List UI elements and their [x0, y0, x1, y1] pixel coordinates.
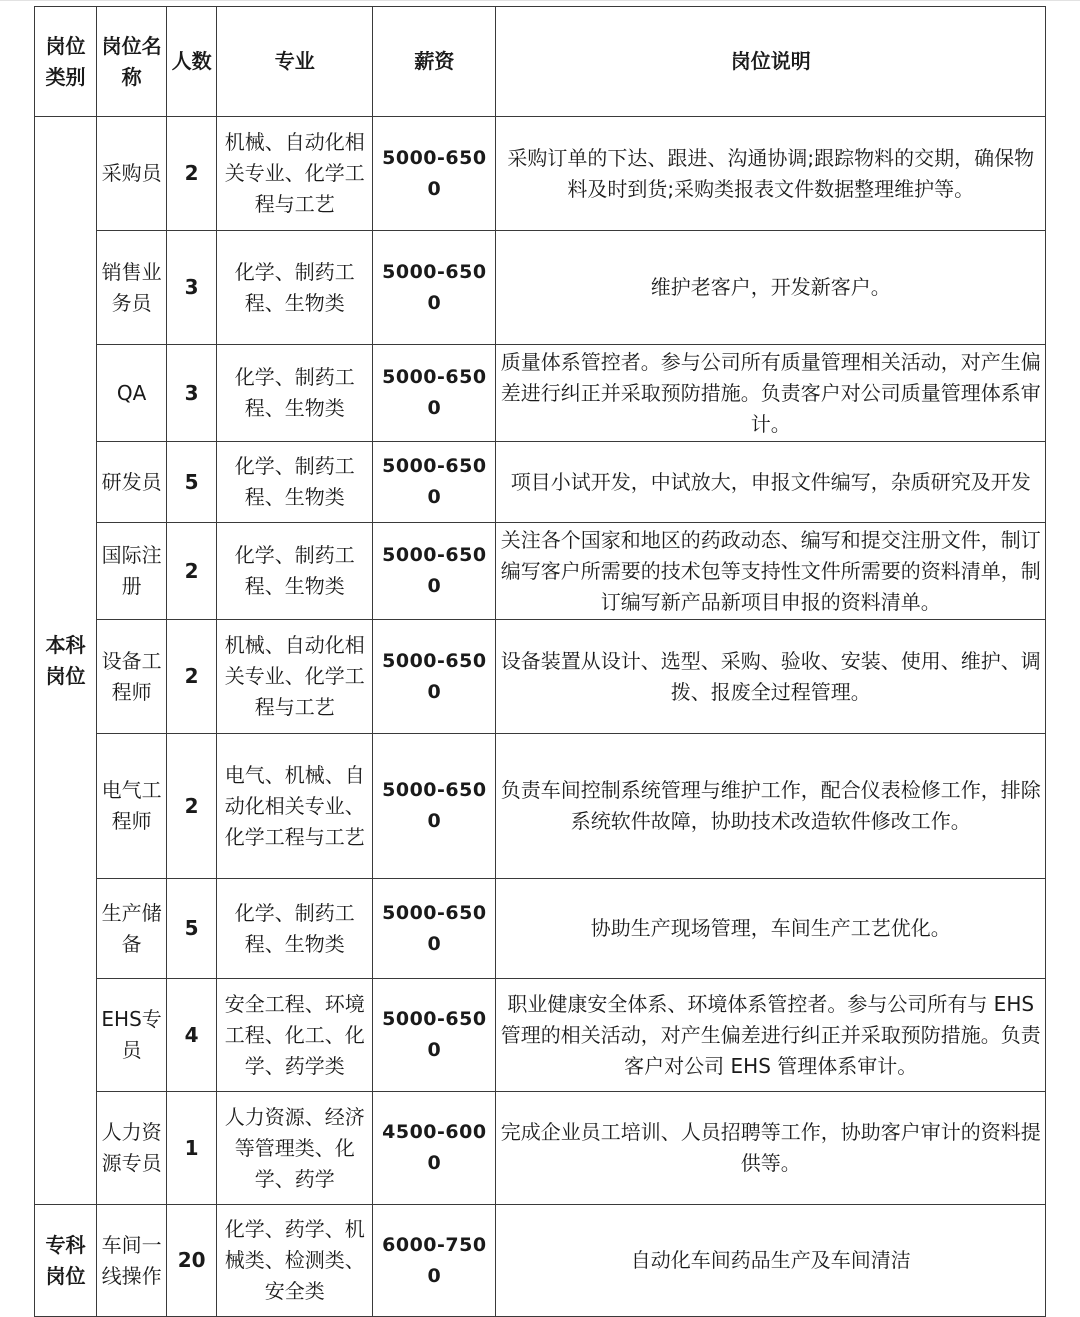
count-cell: 2: [167, 117, 217, 231]
salary-cell: 5000-6500: [373, 442, 496, 523]
table-row: [35, 231, 1046, 345]
major-cell: 机械、自动化相关专业、化学工程与工艺: [217, 620, 373, 734]
major-cell: 化学、制药工程、生物类: [217, 345, 373, 442]
description-cell: 完成企业员工培训、人员招聘等工作，协助客户审计的资料提供等。: [496, 1092, 1046, 1205]
header-description: 岗位说明: [496, 7, 1046, 117]
salary-cell: 5000-6500: [373, 117, 496, 231]
table-row: [35, 1205, 1046, 1317]
description-cell: 维护老客户，开发新客户。: [496, 231, 1046, 345]
count-cell: 5: [167, 442, 217, 523]
major-cell: 化学、药学、机械类、检测类、安全类: [217, 1205, 373, 1317]
salary-cell: 5000-6500: [373, 523, 496, 620]
count-cell: 20: [167, 1205, 217, 1317]
major-cell: 电气、机械、自动化相关专业、化学工程与工艺: [217, 734, 373, 879]
salary-cell: 5000-6500: [373, 879, 496, 979]
description-cell: 负责车间控制系统管理与维护工作，配合仪表检修工作，排除系统软件故障，协助技术改造软件修改工作。: [496, 734, 1046, 879]
count-cell: 5: [167, 879, 217, 979]
description-cell: 项目小试开发，中试放大，申报文件编写，杂质研究及开发: [496, 442, 1046, 523]
salary-cell: 5000-6500: [373, 231, 496, 345]
major-cell: 化学、制药工程、生物类: [217, 231, 373, 345]
count-cell: 2: [167, 620, 217, 734]
count-cell: 3: [167, 231, 217, 345]
major-cell: 化学、制药工程、生物类: [217, 523, 373, 620]
position-cell: 人力资源专员: [97, 1092, 167, 1205]
position-cell: 采购员: [97, 117, 167, 231]
count-cell: 1: [167, 1092, 217, 1205]
top-divider: [0, 0, 1080, 1]
table-row: [35, 620, 1046, 734]
count-cell: 3: [167, 345, 217, 442]
table-header-row: [35, 7, 1046, 117]
salary-cell: 5000-6500: [373, 620, 496, 734]
table-body: [35, 117, 1046, 1317]
description-cell: 关注各个国家和地区的药政动态、编写和提交注册文件，制订编写客户所需要的技术包等支持性文件所需要的资料清单，制订编写新产品新项目申报的资料清单。: [496, 523, 1046, 620]
table-row: [35, 442, 1046, 523]
salary-cell: 6000-7500: [373, 1205, 496, 1317]
header-count: 人数: [167, 7, 217, 117]
header-major: 专业: [217, 7, 373, 117]
salary-cell: 5000-6500: [373, 734, 496, 879]
table-row: [35, 1092, 1046, 1205]
job-openings-table: [34, 6, 1046, 1317]
table-row: [35, 879, 1046, 979]
major-cell: 机械、自动化相关专业、化学工程与工艺: [217, 117, 373, 231]
description-cell: 职业健康安全体系、环境体系管控者。参与公司所有与 EHS 管理的相关活动，对产生偏差进行纠正并采取预防措施。负责客户对公司 EHS 管理体系审计。: [496, 979, 1046, 1092]
table-row: [35, 117, 1046, 231]
position-cell: 车间一线操作: [97, 1205, 167, 1317]
category-cell: 专科岗位: [35, 1205, 97, 1317]
position-cell: 电气工程师: [97, 734, 167, 879]
count-cell: 2: [167, 734, 217, 879]
description-cell: 质量体系管控者。参与公司所有质量管理相关活动，对产生偏差进行纠正并采取预防措施。负责客户对公司质量管理体系审计。: [496, 345, 1046, 442]
header-category: 岗位类别: [35, 7, 97, 117]
position-cell: 设备工程师: [97, 620, 167, 734]
count-cell: 2: [167, 523, 217, 620]
table-row: [35, 345, 1046, 442]
major-cell: 人力资源、经济等管理类、化学、药学: [217, 1092, 373, 1205]
job-table-container: [34, 6, 1046, 1317]
description-cell: 设备装置从设计、选型、采购、验收、安装、使用、维护、调拨、报废全过程管理。: [496, 620, 1046, 734]
position-cell: EHS专员: [97, 979, 167, 1092]
major-cell: 安全工程、环境工程、化工、化学、药学类: [217, 979, 373, 1092]
table-row: [35, 523, 1046, 620]
header-salary: 薪资: [373, 7, 496, 117]
description-cell: 协助生产现场管理，车间生产工艺优化。: [496, 879, 1046, 979]
salary-cell: 5000-6500: [373, 979, 496, 1092]
major-cell: 化学、制药工程、生物类: [217, 442, 373, 523]
position-cell: 生产储备: [97, 879, 167, 979]
description-cell: 自动化车间药品生产及车间清洁: [496, 1205, 1046, 1317]
position-cell: 国际注册: [97, 523, 167, 620]
table-row: [35, 734, 1046, 879]
position-cell: 销售业务员: [97, 231, 167, 345]
description-cell: 采购订单的下达、跟进、沟通协调;跟踪物料的交期，确保物料及时到货;采购类报表文件数据整理维护等。: [496, 117, 1046, 231]
header-position: 岗位名称: [97, 7, 167, 117]
salary-cell: 5000-6500: [373, 345, 496, 442]
category-cell: 本科岗位: [35, 117, 97, 1205]
position-cell: QA: [97, 345, 167, 442]
major-cell: 化学、制药工程、生物类: [217, 879, 373, 979]
position-cell: 研发员: [97, 442, 167, 523]
count-cell: 4: [167, 979, 217, 1092]
salary-cell: 4500-6000: [373, 1092, 496, 1205]
table-row: [35, 979, 1046, 1092]
